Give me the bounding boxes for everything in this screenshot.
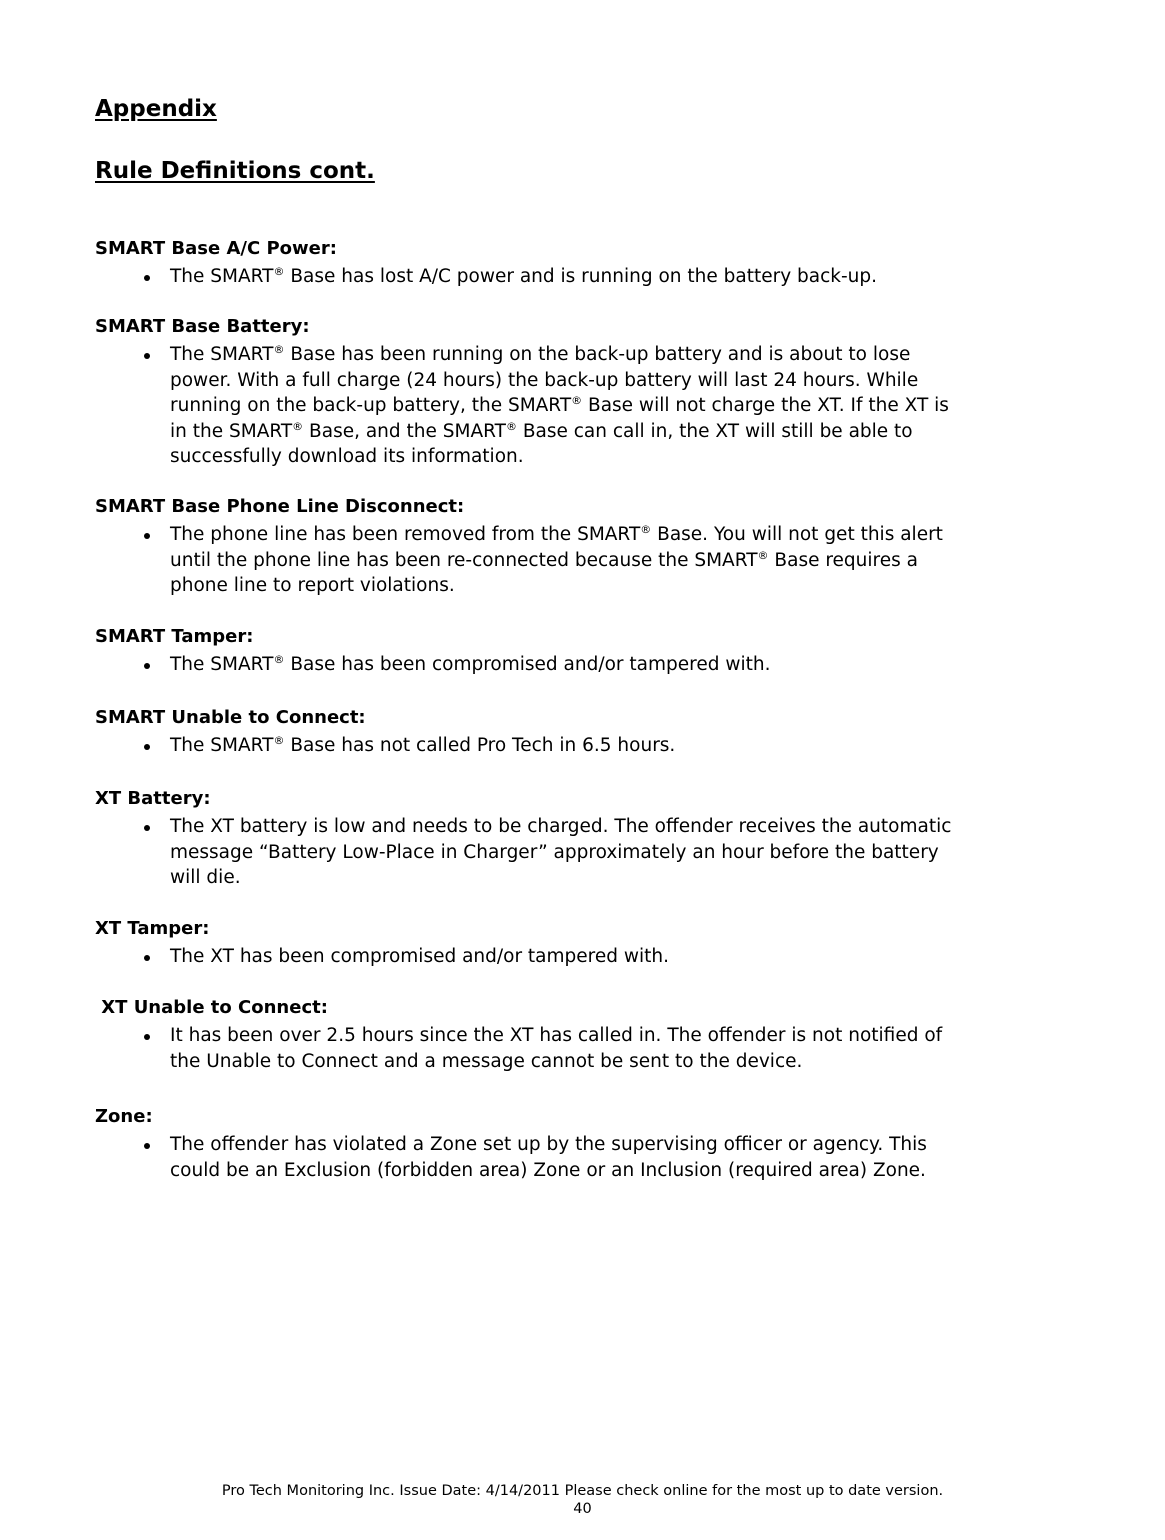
registered-mark: ®	[273, 734, 285, 747]
section-title: XT Battery:	[95, 788, 211, 809]
bullet-icon	[144, 275, 150, 281]
list-item	[95, 944, 1095, 970]
registered-mark: ®	[273, 343, 285, 356]
section-zone	[95, 1106, 1095, 1183]
bullet-icon	[144, 353, 150, 359]
item-text: The XT has been compromised and/or tampered with.	[170, 946, 670, 967]
item-text: It has been over 2.5 hours since the XT has called in. The offender is not notified of the Unable to Connect and a message cannot be sent to the device.	[170, 1025, 943, 1072]
registered-mark: ®	[571, 394, 583, 407]
item-text: The SMART® Base has lost A/C power and is running on the battery back-up.	[170, 265, 878, 287]
bullet-icon	[144, 744, 150, 750]
item-text: The XT battery is low and needs to be charged. The offender receives the automatic message “Battery Low-Place in Charger” approximately an hour before the battery will die.	[170, 816, 952, 888]
section-smart-base-battery	[95, 316, 1095, 470]
section-title: SMART Base A/C Power:	[95, 238, 337, 259]
list-item	[95, 733, 1095, 759]
registered-mark: ®	[273, 265, 285, 278]
registered-mark: ®	[640, 523, 652, 536]
list-item	[95, 1132, 1095, 1183]
item-text: The SMART® Base has not called Pro Tech in 6.5 hours.	[170, 734, 676, 756]
page-heading: Appendix	[95, 96, 217, 122]
bullet-icon	[144, 955, 150, 961]
section-title: Zone:	[95, 1106, 153, 1127]
section-title: XT Tamper:	[95, 918, 210, 939]
page-number: 40	[573, 1501, 592, 1517]
list-item	[95, 522, 1095, 599]
item-text: The phone line has been removed from the SMART® Base. You will not get this alert until the phone line has been re-connected because the SMART® Base requires a phone line to report violations.	[170, 523, 943, 596]
section-title: XT Unable to Connect:	[95, 997, 328, 1018]
item-text: The offender has violated a Zone set up by the supervising officer or agency. This could be an Exclusion (forbidden area) Zone or an Inclusion (required area) Zone.	[170, 1134, 927, 1181]
section-title: SMART Tamper:	[95, 626, 254, 647]
section-smart-base-phone-line-disconnect	[95, 496, 1095, 599]
footer-notice: Pro Tech Monitoring Inc. Issue Date: 4/14/2011 Please check online for the most up to date version.	[221, 1483, 944, 1499]
item-text: The SMART® Base has been compromised and/or tampered with.	[170, 653, 771, 675]
section-smart-unable-to-connect	[95, 707, 1095, 759]
section-xt-battery	[95, 788, 1095, 891]
bullet-icon	[144, 825, 150, 831]
section-title: SMART Unable to Connect:	[95, 707, 366, 728]
section-smart-tamper	[95, 626, 1095, 678]
registered-mark: ®	[757, 548, 769, 562]
section-title: SMART Base Battery:	[95, 316, 310, 337]
section-smart-base-ac-power	[95, 238, 1095, 290]
list-item	[95, 652, 1095, 678]
page-footer	[0, 1482, 1165, 1518]
page-subheading: Rule Definitions cont.	[95, 158, 375, 184]
item-text: The SMART® Base has been running on the back-up battery and is about to lose power. With a full charge (24 hours) the back-up battery will last 24 hours. While running on the back-up battery, the SMART® Base will not charge the XT. If the XT is in the SMART® Base, and the SMART® Base can call in, the XT will still be able to successfully download its information.	[170, 343, 949, 467]
list-item	[95, 264, 1095, 290]
bullet-icon	[144, 533, 150, 539]
list-item	[95, 342, 1095, 470]
section-title: SMART Base Phone Line Disconnect:	[95, 496, 465, 517]
bullet-icon	[144, 663, 150, 669]
list-item	[95, 1023, 1095, 1074]
registered-mark: ®	[292, 419, 304, 433]
bullet-icon	[144, 1034, 150, 1040]
bullet-icon	[144, 1143, 150, 1149]
registered-mark: ®	[273, 653, 285, 666]
section-xt-unable-to-connect	[95, 997, 1095, 1074]
section-xt-tamper	[95, 918, 1095, 970]
list-item	[95, 814, 1095, 891]
registered-mark: ®	[505, 419, 517, 433]
